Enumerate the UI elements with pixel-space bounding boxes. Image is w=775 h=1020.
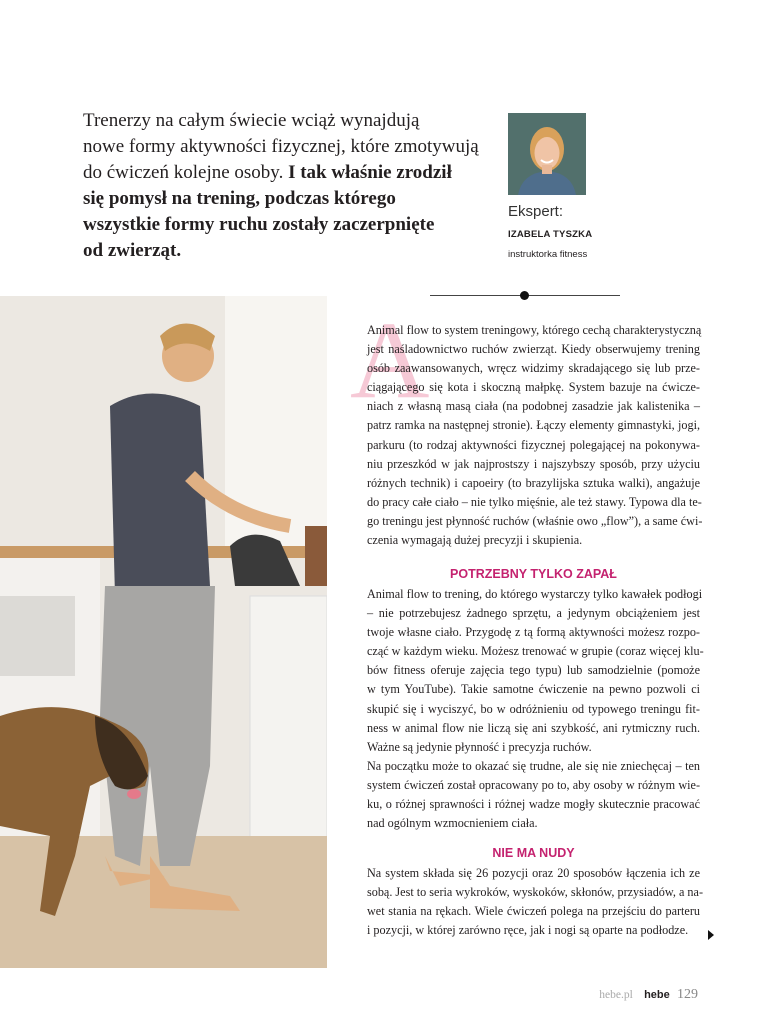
text-line: twoje własne ciało. Przygodę z tą formą aktywności możesz rozpo-: [367, 625, 700, 640]
intro-line: [83, 108, 483, 134]
expert-role: instruktorka fitness: [508, 249, 588, 260]
intro-bold-text: od zwierząt.: [83, 240, 182, 261]
text-line: skupić się i wyciszyć, bo w odróżnieniu od typowego treningu fit-: [367, 701, 700, 716]
text-line: Animal flow to trening, do którego wystarczy tylko kawałek podłogi: [367, 587, 703, 601]
paragraph-3: [367, 757, 700, 833]
footer-brand: hebe: [644, 989, 670, 1001]
intro-text: nowe formy aktywności fizycznej, które zmotywują: [83, 136, 479, 157]
intro-text: Trenerzy na całym świecie wciąż wynajdują: [83, 110, 420, 131]
text-line: Na początku może to okazać się trudne, ale się nie zniechęcaj – ten: [367, 759, 700, 773]
intro-text: do ćwiczeń kolejne osoby.: [83, 162, 289, 183]
expert-label: Ekspert:: [508, 203, 564, 220]
intro-line: [83, 160, 483, 186]
text-line: i pozycji, w której zarówno ręce, jak i nogi są oparte na podłodze.: [367, 923, 689, 938]
text-line: Animal flow to system treningowy, którego cechą charakterystyczną: [367, 323, 702, 337]
text-line: czenia wymagają dużej precyzji i skupienia.: [367, 533, 583, 548]
text-line: patrz ramka na następnej stronie). Łączy elementy gimnastyki, jogi,: [367, 418, 700, 433]
text-line: nad ogólnym wzmocnieniem ciała.: [367, 816, 538, 831]
drop-cap: A: [350, 299, 430, 421]
heading-potrzebny-tylko-zapal: POTRZEBNY TYLKO ZAPAŁ: [450, 567, 617, 581]
intro-line: [83, 212, 483, 238]
paragraph-4: [367, 864, 703, 940]
text-line: ness w animal flow nie liczą się ani szybkość, ani rytmiczny ruch.: [367, 720, 700, 735]
intro-line: [83, 238, 483, 264]
intro-bold-text: wszystkie formy ruchu zostały zaczerpnięte: [83, 214, 435, 235]
intro-line: [83, 134, 483, 160]
paragraph-1: [367, 321, 703, 550]
intro-bold-text: I tak właśnie zrodził: [288, 162, 452, 183]
text-line: niu przeszkód w jak najprostszy i najszybszy sposób, przy użyciu: [367, 456, 700, 471]
intro-lead: [83, 108, 483, 264]
text-line: jest naśladownictwo ruchów zwierząt. Kiedy obserwujemy trening: [367, 342, 700, 357]
text-line: system ćwiczeń został opracowany po to, aby osoby w różnym wie-: [367, 778, 700, 793]
text-line: Na system składa się 26 pozycji oraz 20 sposobów łączenia ich ze: [367, 866, 700, 880]
divider-dot: [520, 291, 529, 300]
text-line: do pracy całe ciało – nie tylko mięśnie, ale też stawy. Typowa dla te-: [367, 494, 702, 509]
paragraph-2: [367, 585, 704, 757]
text-line: – nie potrzebujesz żadnego sprzętu, a jedynym obciążeniem jest: [367, 606, 700, 621]
expert-name: IZABELA TYSZKA: [508, 229, 593, 240]
text-line: ciągającego się kota i skoczną małpkę. System bazuje na ćwicze-: [367, 380, 700, 395]
heading-nie-ma-nudy: NIE MA NUDY: [492, 846, 575, 860]
text-line: w tym YouTube). Takie samotne ćwiczenie na pewno pozwoli ci: [367, 682, 700, 697]
footer-site: hebe.pl: [599, 989, 633, 1001]
intro-bold-text: się pomysł na trening, podczas którego: [83, 188, 396, 209]
text-line: go treningu jest płynność ruchów (właśnie owo „flow”), a same ćwi-: [367, 513, 703, 528]
continue-arrow-icon: [708, 930, 714, 940]
text-line: różnych technik) i capoeiry (to brazylijska sztuka walki), angażuje: [367, 475, 700, 490]
text-line: sobą. Jest to seria wykroków, wyskoków, skłonów, przysiadów, a na-: [367, 885, 703, 900]
text-line: bów fitness oferuje zajęcia tego typu) lub samodzielnie (pomoże: [367, 663, 700, 678]
text-line: parkuru (to rodzaj aktywności fizycznej polegającej na pokonywa-: [367, 437, 700, 452]
article-photo: [0, 296, 327, 968]
intro-line: [83, 186, 483, 212]
page-footer: [599, 986, 698, 1003]
text-line: niach z własną masą ciała (na podobnej zasadzie jak kalistenika –: [367, 399, 700, 414]
text-line: osób zaawansowanych, wręcz widzimy skradającego się lub prze-: [367, 361, 700, 376]
text-line: ku, o różnej sprawności i różnej wadze mogły skutecznie pracować: [367, 797, 700, 812]
text-line: wet stania na rękach. Wiele ćwiczeń polega na przejściu do parteru: [367, 904, 700, 919]
expert-photo: [508, 113, 586, 195]
text-line: Ważne są jedynie płynność i precyzja ruchów.: [367, 739, 592, 754]
page-number: 129: [677, 987, 698, 1002]
text-line: cząć w każdym wieku. Możesz trenować w grupie (coraz więcej klu-: [367, 644, 704, 659]
